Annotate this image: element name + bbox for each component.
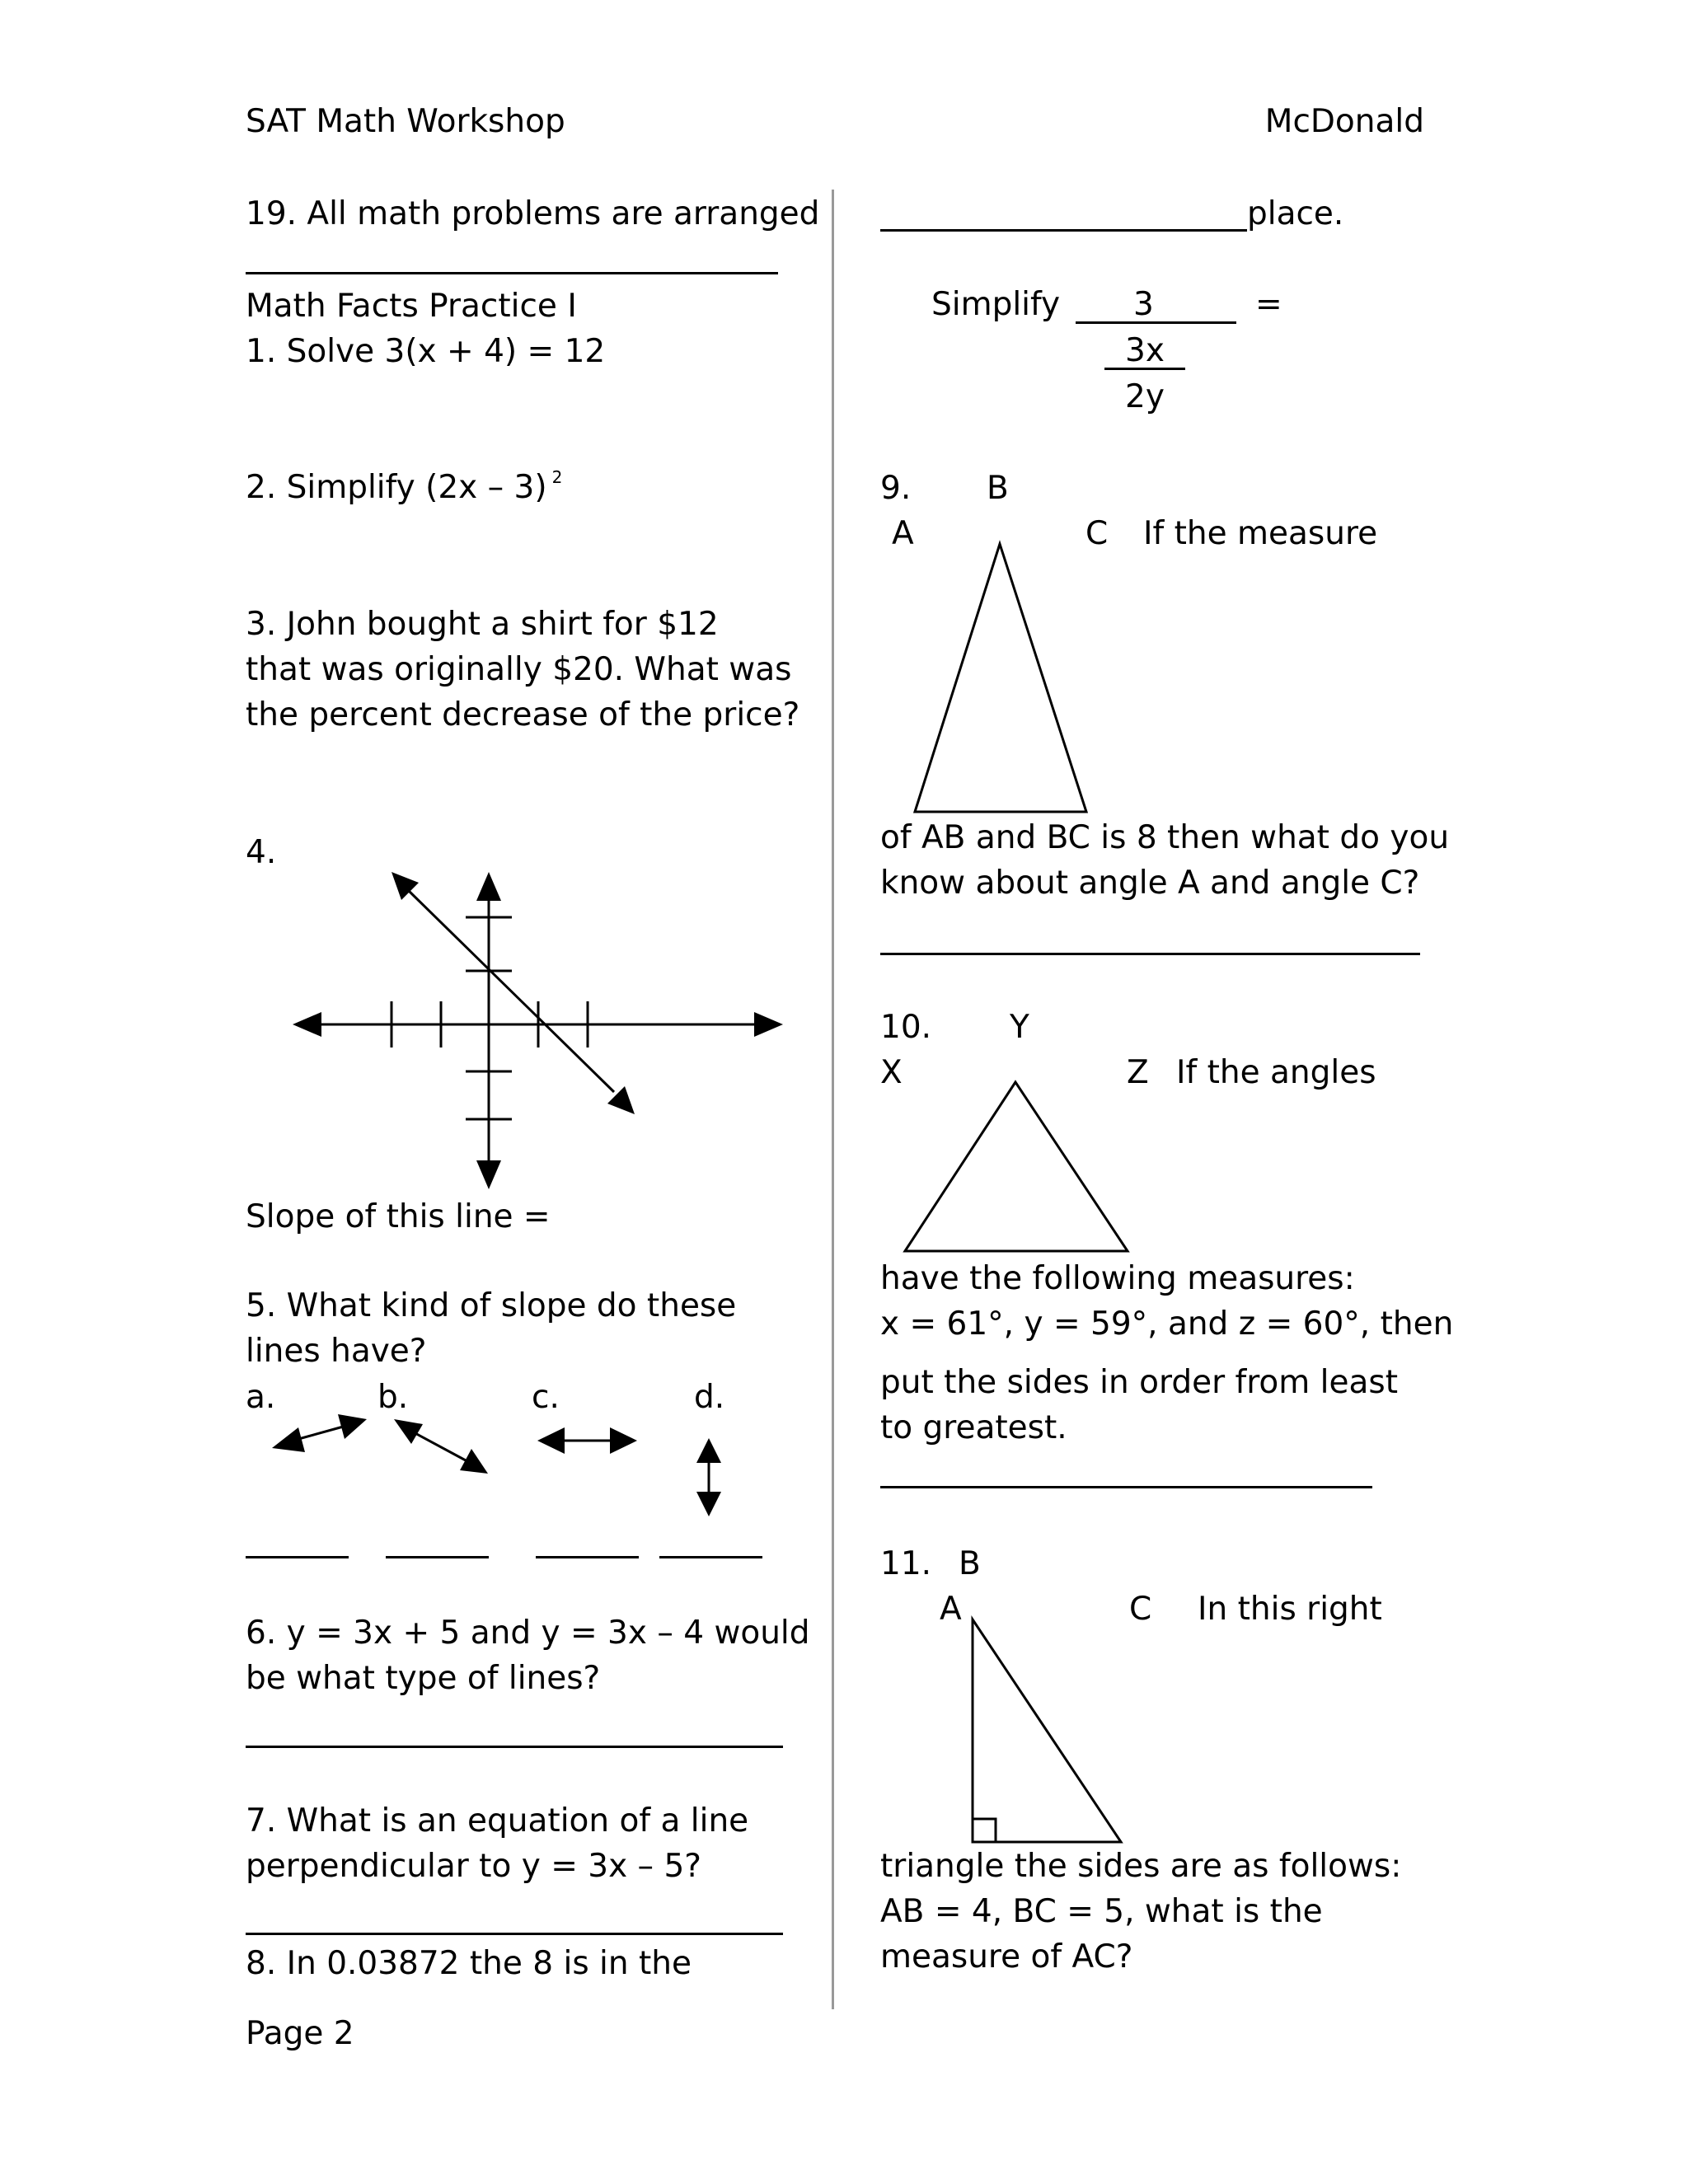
x-axis-right-arrow xyxy=(754,1012,783,1037)
question-11-number: 11. xyxy=(880,1545,932,1582)
question-10-line-1: have the following measures: xyxy=(880,1260,1355,1297)
question-10-number: 10. xyxy=(880,1009,932,1046)
answer-line-5b xyxy=(386,1556,489,1558)
graphed-line xyxy=(408,890,614,1092)
question-4-number: 4. xyxy=(246,834,277,871)
question-9-line-2: know about angle A and angle C? xyxy=(880,865,1420,902)
coordinate-graph xyxy=(280,857,808,1203)
question-11-line-1: triangle the sides are as follows: xyxy=(880,1848,1402,1885)
question-6-line-1: 6. y = 3x + 5 and y = 3x – 4 would xyxy=(246,1615,810,1652)
q10-vertex-x: X xyxy=(880,1054,903,1091)
question-5-line-2: lines have? xyxy=(246,1333,427,1370)
right-triangle xyxy=(964,1611,1129,1850)
question-9-lead: If the measure xyxy=(1143,515,1378,552)
question-10-line-4: to greatest. xyxy=(880,1409,1067,1446)
q11-vertex-a: A xyxy=(940,1591,962,1628)
question-4-slope: Slope of this line = xyxy=(246,1198,551,1235)
question-3-line-1: 3. John bought a shirt for $12 xyxy=(246,606,719,643)
question-3-line-2: that was originally $20. What was xyxy=(246,651,792,688)
option-d-label: d. xyxy=(694,1379,725,1416)
fraction-equals: = xyxy=(1255,286,1282,323)
question-7-line-2: perpendicular to y = 3x – 5? xyxy=(246,1848,701,1885)
column-divider xyxy=(832,190,834,2009)
question-19-continued: place. xyxy=(1247,195,1344,232)
q9-vertex-c: C xyxy=(1085,515,1109,552)
question-9-line-1: of AB and BC is 8 then what do you xyxy=(880,819,1450,856)
answer-line-19-cont xyxy=(880,229,1247,232)
arrow-c-zero xyxy=(537,1427,637,1454)
document-title: SAT Math Workshop xyxy=(246,103,565,140)
isosceles-triangle xyxy=(907,536,1104,824)
inner-fraction-numerator: 3x xyxy=(1125,332,1165,369)
answer-line-5a xyxy=(246,1556,349,1558)
q11-vertex-c: C xyxy=(1129,1591,1152,1628)
arrow-b-negative xyxy=(394,1419,488,1474)
q9-vertex-b: B xyxy=(987,470,1009,507)
question-10-line-2: x = 61°, y = 59°, and z = 60°, then xyxy=(880,1305,1454,1343)
inner-fraction-denominator: 2y xyxy=(1125,378,1165,415)
q10-vertex-z: Z xyxy=(1127,1054,1149,1091)
question-11-line-2: AB = 4, BC = 5, what is the xyxy=(880,1893,1323,1930)
arrow-d-undefined xyxy=(696,1438,721,1516)
question-2-exponent: 2 xyxy=(551,467,563,487)
author-name: McDonald xyxy=(1264,103,1424,140)
q11-vertex-b: B xyxy=(959,1545,981,1582)
right-angle-marker xyxy=(973,1819,996,1842)
answer-line-5d xyxy=(659,1556,762,1558)
answer-line-6 xyxy=(246,1746,783,1748)
fraction-bar xyxy=(1076,321,1236,324)
answer-line-19 xyxy=(246,272,778,274)
question-7-line-1: 7. What is an equation of a line xyxy=(246,1802,749,1840)
question-2-text: 2. Simplify (2x – 3) xyxy=(246,469,547,506)
option-c-label: c. xyxy=(532,1379,560,1416)
answer-line-5c xyxy=(536,1556,639,1558)
section-title: Math Facts Practice I xyxy=(246,288,577,325)
answer-line-7 xyxy=(246,1933,783,1935)
question-1: 1. Solve 3(x + 4) = 12 xyxy=(246,333,606,370)
question-10-lead: If the angles xyxy=(1176,1054,1376,1091)
question-6-line-2: be what type of lines? xyxy=(246,1660,601,1697)
question-5-line-1: 5. What kind of slope do these xyxy=(246,1287,737,1324)
answer-line-10 xyxy=(880,1486,1372,1488)
slope-arrows xyxy=(264,1401,775,1533)
y-axis-top-arrow xyxy=(476,872,501,901)
page-number: Page 2 xyxy=(246,2015,354,2052)
simplify-label: Simplify xyxy=(931,286,1061,323)
question-11-lead: In this right xyxy=(1198,1591,1382,1628)
y-axis-bottom-arrow xyxy=(476,1160,501,1189)
option-b-label: b. xyxy=(377,1379,409,1416)
answer-line-9 xyxy=(880,953,1420,955)
scalene-triangle xyxy=(898,1071,1137,1261)
question-11-line-3: measure of AC? xyxy=(880,1938,1133,1975)
fraction-numerator: 3 xyxy=(1133,286,1154,323)
q10-vertex-y: Y xyxy=(1010,1009,1029,1046)
question-19-text: 19. All math problems are arranged xyxy=(246,195,820,232)
question-8: 8. In 0.03872 the 8 is in the xyxy=(246,1945,692,1982)
x-axis-left-arrow xyxy=(293,1012,321,1037)
question-3-line-3: the percent decrease of the price? xyxy=(246,696,800,733)
question-10-line-3: put the sides in order from least xyxy=(880,1364,1399,1401)
question-9-number: 9. xyxy=(880,470,912,507)
q9-vertex-a: A xyxy=(892,515,914,552)
option-a-label: a. xyxy=(246,1379,276,1416)
arrow-a-positive xyxy=(272,1414,367,1452)
question-2 xyxy=(246,467,563,506)
inner-fraction-bar xyxy=(1104,368,1185,370)
